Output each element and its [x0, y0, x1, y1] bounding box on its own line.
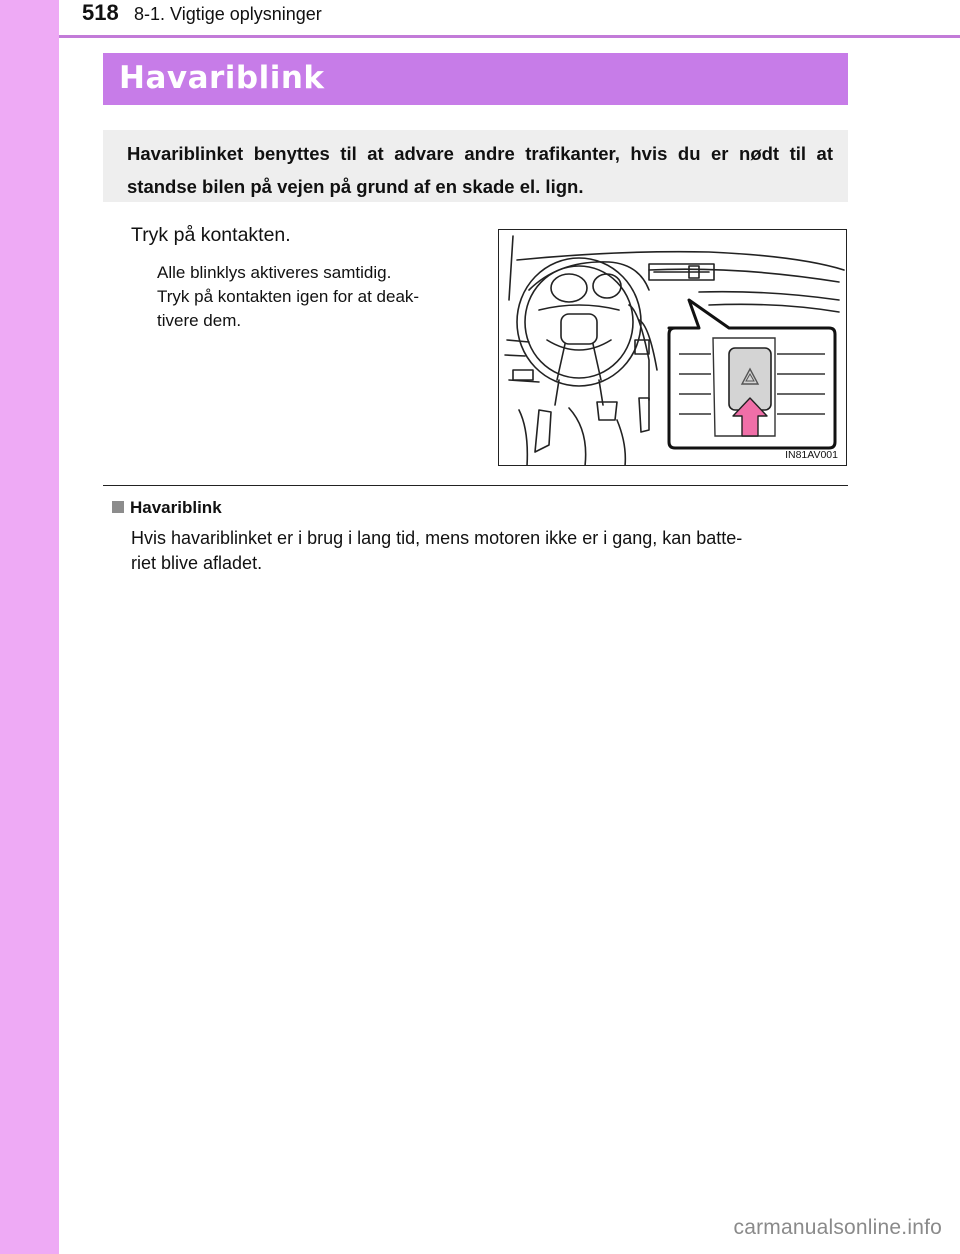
figure-code: IN81AV001: [785, 449, 838, 461]
intro-text: Havariblinket benyttes til at advare andre trafikanter, hvis du er nødt til at standse bilen på vejen på grund af en skade el. lign.: [127, 143, 833, 197]
step-description: [157, 261, 487, 333]
square-bullet-icon: [112, 501, 124, 513]
intro-box: [103, 130, 848, 202]
dashboard-drawing: [499, 230, 847, 466]
side-tab-bar: [0, 0, 59, 1254]
note-heading: [112, 498, 222, 518]
section-divider: [103, 485, 848, 486]
header-rule: [59, 35, 960, 38]
step-description-line: Alle blinklys aktiveres samtidig.: [157, 263, 392, 282]
section-title: 8-1. Vigtige oplysninger: [134, 4, 322, 24]
step-instruction: Tryk på kontakten.: [131, 224, 291, 246]
page-title: Havariblink: [119, 60, 325, 96]
page-number: 518: [82, 0, 119, 25]
note-body-line: riet blive afladet.: [131, 553, 263, 573]
note-heading-text: Havariblink: [130, 498, 222, 517]
note-body-line: Hvis havariblinket er i brug i lang tid, mens motoren ikke er i gang, kan batte-: [131, 528, 743, 548]
note-body: [131, 526, 843, 576]
step-description-line: Tryk på kontakten igen for at deak-: [157, 287, 420, 306]
title-banner: [103, 53, 848, 105]
step-description-line: tivere dem.: [157, 311, 242, 330]
dashboard-illustration: [498, 229, 847, 466]
watermark: carmanualsonline.info: [733, 1216, 942, 1239]
